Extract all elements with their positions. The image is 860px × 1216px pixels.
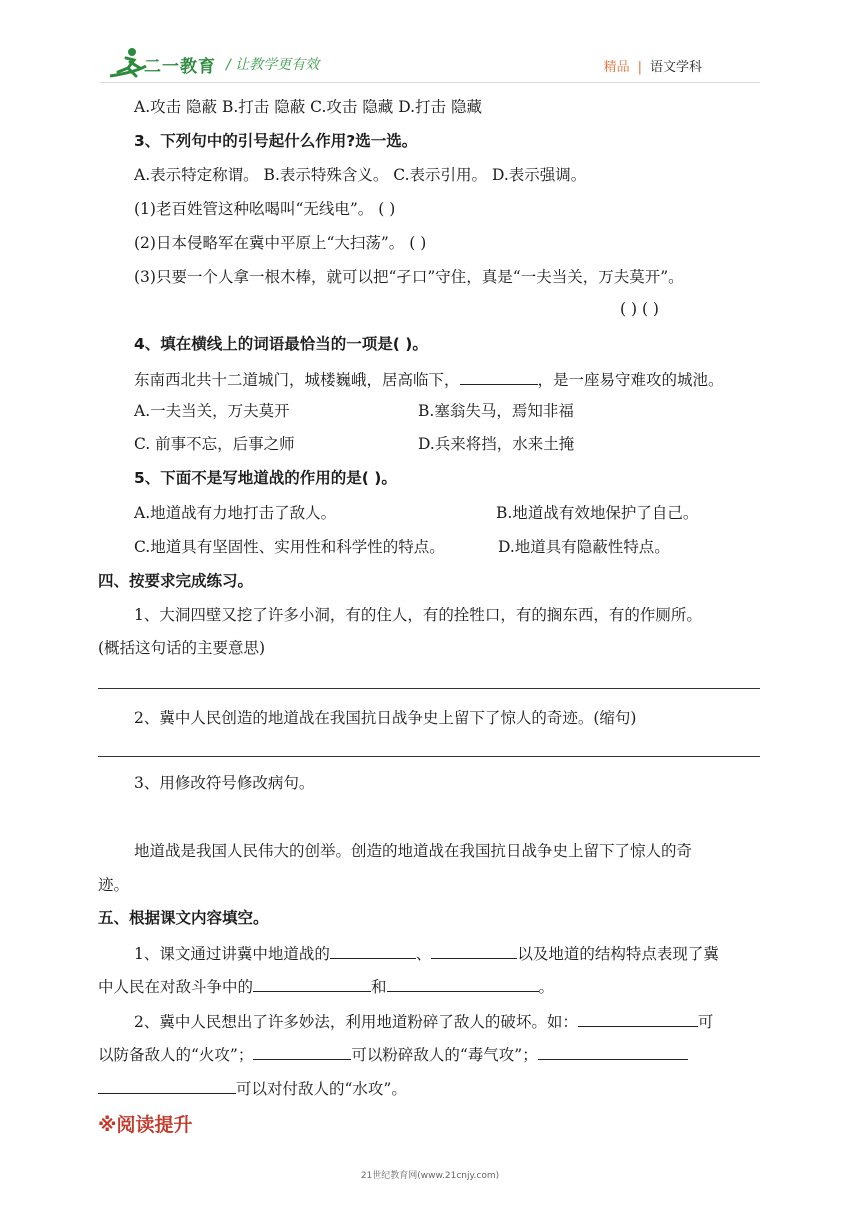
section-5-item-2-line-2 xyxy=(98,1043,688,1066)
q4-sentence-part-a: 东南西北共十二道城门，城楼巍峨，居高临下， xyxy=(134,371,460,389)
section-4-item-1-instruction: (概括这句话的主要意思) xyxy=(98,639,266,657)
section-4-title: 四、按要求完成练习。 xyxy=(98,572,254,590)
q3-options: A.表示特定称谓。 B.表示特殊含义。 C.表示引用。 D.表示强调。 xyxy=(134,166,587,184)
text-segment: 可以对付敌人的“水攻”。 xyxy=(236,1080,407,1098)
text-segment: 以及地道的结构特点表现了冀 xyxy=(517,945,719,963)
q3-sentence-1: (1)老百姓管这种吆喝叫“无线电”。 ( ) xyxy=(134,200,396,218)
q5-title: 5、下面不是写地道战的作用的是( )。 xyxy=(134,469,397,487)
text-segment: 2、冀中人民想出了许多妙法，利用地道粉碎了敌人的破坏。如： xyxy=(134,1013,578,1031)
section-5-item-1-line-1 xyxy=(134,942,719,965)
slogan: / 让教学更有效 xyxy=(226,57,320,73)
quality-label: 精品 xyxy=(603,60,630,75)
section-5-item-2-line-3 xyxy=(98,1077,407,1100)
fill-blank[interactable] xyxy=(330,942,416,959)
q4-title: 4、填在横线上的词语最恰当的一项是( )。 xyxy=(134,335,428,353)
fill-blank[interactable] xyxy=(253,975,371,992)
q5-option-d: D.地道具有隐蔽性特点。 xyxy=(498,538,670,556)
q4-option-a: A.一夫当关，万夫莫开 xyxy=(134,402,290,420)
fill-blank[interactable] xyxy=(253,1043,351,1060)
section-5-title: 五、根据课文内容填空。 xyxy=(98,909,269,927)
answer-line-2[interactable] xyxy=(98,756,760,757)
text-segment: 可 xyxy=(697,1013,714,1031)
q5-option-c: C.地道具有坚固性、实用性和科学性的特点。 xyxy=(134,538,445,556)
q4-option-b: B.塞翁失马，焉知非福 xyxy=(418,402,574,420)
section-4-item-3: 3、用修改符号修改病句。 xyxy=(134,774,315,792)
q5-option-a: A.地道战有力地打击了敌人。 xyxy=(134,504,337,522)
text-segment: 、 xyxy=(415,945,432,963)
answer-line-1[interactable] xyxy=(98,688,760,689)
header-separator: | xyxy=(637,60,642,75)
fill-blank[interactable] xyxy=(98,1077,236,1094)
q4-sentence-part-b: ，是一座易守难攻的城池。 xyxy=(537,371,724,389)
reading-section-title: ※阅读提升 xyxy=(98,1114,193,1136)
text-segment: 可以粉碎敌人的“毒气攻”； xyxy=(351,1046,538,1064)
header-right xyxy=(604,56,702,75)
text-segment: 以防备敌人的“火攻”； xyxy=(98,1046,254,1064)
section-5-item-2-line-1 xyxy=(134,1010,713,1033)
q4-sentence xyxy=(134,368,724,391)
section-4-item-1: 1、大洞四壁又挖了许多小洞，有的住人，有的拴牲口，有的搁东西，有的作厕所。 xyxy=(134,606,702,624)
q5-option-b: B.地道战有效地保护了自己。 xyxy=(496,504,699,522)
q4-option-c: C. 前事不忘，后事之师 xyxy=(134,435,295,453)
subject-label: 语文学科 xyxy=(649,60,702,75)
section-4-item-2: 2、冀中人民创造的地道战在我国抗日战争史上留下了惊人的奇迹。(缩句) xyxy=(134,709,637,727)
faulty-sentence-line-2: 迹。 xyxy=(98,876,130,894)
q3-sentence-3: (3)只要一个人拿一根木棒，就可以把“孑口”守住，真是“一夫当关，万夫莫开”。 xyxy=(134,268,684,286)
page-header xyxy=(0,0,860,96)
header-divider xyxy=(100,82,760,83)
text-segment: 和 xyxy=(371,978,387,996)
q3-answer-brackets: ( ) ( ) xyxy=(620,300,659,318)
text-segment: 1、课文通过讲冀中地道战的 xyxy=(134,945,330,963)
fill-blank[interactable] xyxy=(387,975,539,992)
fill-blank[interactable] xyxy=(538,1043,688,1060)
section-5-item-1-line-2 xyxy=(98,975,554,998)
text-segment: 。 xyxy=(538,978,555,996)
q4-option-d: D.兵来将挡，水来土掩 xyxy=(418,435,575,453)
q2-options: A.攻击 隐蔽 B.打击 隐蔽 C.攻击 隐藏 D.打击 隐藏 xyxy=(134,98,482,116)
q3-sentence-2: (2)日本侵略军在冀中平原上“大扫荡”。 ( ) xyxy=(134,234,427,252)
faulty-sentence-line-1: 地道战是我国人民伟大的创举。创造的地道战在我国抗日战争史上留下了惊人的奇 xyxy=(134,842,693,860)
q4-fill-blank[interactable] xyxy=(460,368,538,385)
text-segment: 中人民在对敌斗争中的 xyxy=(98,978,254,996)
page-footer: 21世纪教育网(www.21cnjy.com) xyxy=(360,1171,500,1181)
fill-blank[interactable] xyxy=(431,942,517,959)
fill-blank[interactable] xyxy=(578,1010,698,1027)
logo-text: 二一教育 xyxy=(144,57,216,77)
q3-title: 3、下列句中的引号起什么作用?选一选。 xyxy=(134,132,418,150)
